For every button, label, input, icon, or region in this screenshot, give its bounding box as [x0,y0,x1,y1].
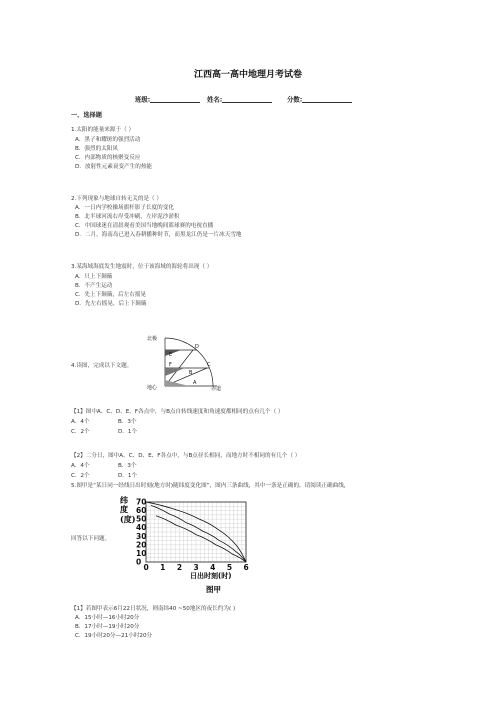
question-4-sub-2: 【2】二分日，图中A、C、D、E、F各点中，与B点昼长相同，而地方时不相同的有几个（ ） [71,453,301,459]
point-b-label: B [189,370,193,376]
question-5-sub-1: 【1】若图甲表示6月22日状况，则南纬40 ~50地区的夜长约为( ) [71,606,236,612]
earth-center-label: 地心 [147,385,158,391]
question-4-sub-2-option-b[interactable]: B．3个 [118,463,137,469]
question-5-continued: 回答以下问题。 [71,536,111,542]
y-tick-label: 70 [136,497,147,507]
question-2-option-c[interactable]: C．中国球迷在清晨观看美国当地晚间篮球赛的电视直播 [75,223,214,229]
section-heading: 一、选择题 [71,112,102,119]
question-5-sub-1-option-c[interactable]: C．19小时20分—21小时20分 [75,633,153,639]
page-title: 江西高一高中地理月考试卷 [193,70,302,80]
question-3-option-c[interactable]: C．先上下颠簸，后左右摇晃 [75,292,147,298]
question-5-sub-1-option-a[interactable]: A．15小时—16小时20分 [75,615,140,621]
north-pole-label: 北极 [147,336,158,342]
point-f-label: F [169,362,172,368]
sunrise-latitude-chart [118,494,268,598]
question-3-stem: 3.某海域海底发生地震时，位于该海域的海轮将出现（ ） [71,264,213,270]
x-tick-label: 2 [176,563,183,572]
class-label: 班级: [135,95,200,103]
chart-title: 图甲 [206,585,221,594]
question-2-option-d[interactable]: D．二月，海南岛已进入春耕播种时节，而黑龙江仍是一片冰天雪地 [75,232,242,238]
y-tick-label: 50 [136,514,147,524]
y-tick-label: 30 [136,531,147,541]
earth-rotation-figure [145,330,225,398]
question-3-option-a[interactable]: A．只上下颠簸 [75,274,113,280]
earth-outline [165,338,213,386]
x-tick-label: 0 [143,563,149,572]
question-1-stem: 1.太阳的能量来源于（ ） [71,127,135,133]
point-c-label: C [207,362,211,368]
question-4-sub-1-option-c[interactable]: C．2个 [71,429,90,435]
question-4-sub-1-option-a[interactable]: A．4个 [71,419,90,425]
question-4-sub-2-option-a[interactable]: A．4个 [71,463,90,469]
point-e-label: E [169,352,173,358]
x-axis-label: 日出时刻(时) [190,572,232,580]
question-3-option-d[interactable]: D．先左右摇晃，后上下颠簸 [75,301,147,307]
y-axis-label-part-1: 纬 [120,495,128,505]
x-tick-label: 4 [210,563,216,572]
y-tick-label: 0 [136,557,142,567]
question-4-sub-1-option-d[interactable]: D．1个 [118,429,138,435]
point-d-label: D [195,344,199,350]
y-tick-label: 40 [136,523,147,533]
series-line-3 [156,516,246,562]
score-label: 分数: [287,95,352,103]
question-5-stem: 5.图甲是“某日同一经线日出时刻(地方时)随纬度变化图”，图内三条曲线，其中一条是正确的。请阅读正确曲线， [71,483,350,489]
question-2-option-a[interactable]: A．一日内学校操场旗杆影子长度的变化 [75,205,174,211]
question-2-option-b[interactable]: B．北半球河流右岸受冲刷，左岸泥沙淤积 [75,214,180,220]
name-label: 姓名: [207,95,272,103]
question-1-option-d[interactable]: D．放射性元素衰变产生的热能 [75,164,153,170]
equator-label: 赤道 [211,386,222,392]
y-tick-label: 20 [136,540,147,550]
question-1-option-c[interactable]: C．内部物质的核聚变反应 [75,155,141,161]
y-axis-label-part-3: (度) [120,514,136,524]
question-3-option-b[interactable]: B．不产生运动 [75,283,113,289]
y-tick-label: 10 [136,548,147,558]
question-4-sub-1: 【1】图中A、C、D、E、F各点中，与B点自转线速度和角速度都相同的点有几个（ ） [71,409,284,415]
x-tick-label: 3 [193,563,199,572]
question-4-sub-2-option-c[interactable]: C．2个 [71,473,90,479]
x-tick-label: 5 [226,563,233,572]
question-5-sub-1-option-b[interactable]: B．17小时—19小时20分 [75,624,140,630]
question-4-sub-1-option-b[interactable]: B．3个 [118,419,137,425]
question-4-sub-2-option-d[interactable]: D．1个 [118,473,138,479]
x-tick-label: 6 [243,563,249,572]
y-axis-label-part-2: 度 [120,504,128,514]
y-tick-label: 60 [136,506,147,516]
point-a-label: A [193,380,197,386]
x-tick-label: 1 [160,563,166,572]
question-2-stem: 2.下列现象与地球自转无关的是（ ） [71,196,163,202]
question-4-stem: 4.读图，完成以下文题。 [71,363,133,369]
question-1-option-b[interactable]: B．强烈的太阳风 [75,146,118,152]
question-1-option-a[interactable]: A．黑子和耀斑的强烈活动 [75,137,141,143]
